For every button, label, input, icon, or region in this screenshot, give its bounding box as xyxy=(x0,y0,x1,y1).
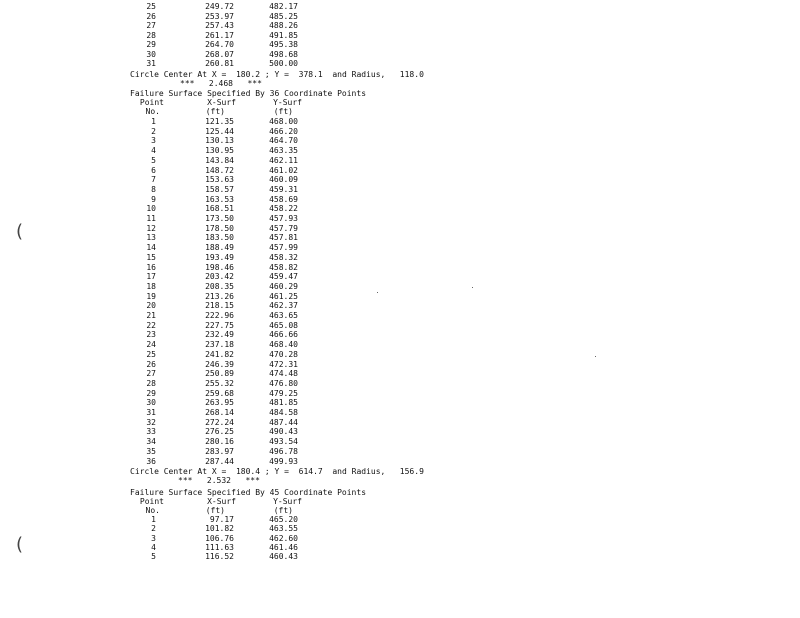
factor-of-safety-a: *** 2.468 *** xyxy=(180,79,262,88)
point-no-cell: 7 xyxy=(151,175,156,185)
x-surf-cell: 163.53 xyxy=(205,194,234,204)
y-surf-cell: 457.79 xyxy=(269,223,298,233)
table-row xyxy=(0,427,320,435)
y-surf-cell: 487.44 xyxy=(269,417,298,427)
y-surf-cell: 460.29 xyxy=(269,281,298,291)
table-units-b: No. (ft) (ft) xyxy=(145,107,293,116)
x-surf-cell: 260.81 xyxy=(205,59,234,68)
point-no-cell: 23 xyxy=(146,330,156,340)
y-surf-cell: 459.31 xyxy=(269,184,298,194)
table-row xyxy=(0,408,320,416)
y-surf-cell: 472.31 xyxy=(269,359,298,369)
y-surf-cell: 461.25 xyxy=(269,291,298,301)
y-surf-cell: 458.82 xyxy=(269,262,298,272)
y-surf-cell: 464.70 xyxy=(269,136,298,146)
point-no-cell: 26 xyxy=(146,11,156,21)
punch-hole-mark-lower: ( xyxy=(16,534,24,555)
y-surf-cell: 493.54 xyxy=(269,437,298,447)
x-surf-cell: 173.50 xyxy=(205,214,234,223)
point-no-cell: 31 xyxy=(146,408,156,417)
table-row xyxy=(0,31,320,39)
point-no-cell: 25 xyxy=(146,349,156,359)
x-surf-cell: 272.24 xyxy=(205,417,234,427)
point-no-cell: 3 xyxy=(151,533,156,543)
scan-speck xyxy=(595,356,596,357)
x-surf-cell: 237.18 xyxy=(205,340,234,350)
point-no-cell: 27 xyxy=(146,21,156,30)
table-row xyxy=(0,263,320,271)
y-surf-cell: 484.58 xyxy=(269,408,298,417)
point-no-cell: 19 xyxy=(146,291,156,301)
x-surf-cell: 263.95 xyxy=(205,398,234,408)
table-row xyxy=(0,437,320,445)
table-row xyxy=(0,379,320,387)
y-surf-cell: 500.00 xyxy=(269,59,298,68)
x-surf-cell: 255.32 xyxy=(205,378,234,388)
table-row xyxy=(0,253,320,261)
x-surf-cell: 227.75 xyxy=(205,320,234,330)
x-surf-cell: 264.70 xyxy=(205,40,234,49)
y-surf-cell: 462.60 xyxy=(269,533,298,543)
y-surf-cell: 490.43 xyxy=(269,427,298,437)
point-no-cell: 17 xyxy=(146,272,156,282)
table-row xyxy=(0,40,320,48)
table-units-c: No. (ft) (ft) xyxy=(145,506,293,515)
y-surf-cell: 460.09 xyxy=(269,175,298,185)
table-row xyxy=(0,146,320,154)
point-no-cell: 4 xyxy=(151,146,156,156)
table-row xyxy=(0,292,320,300)
y-surf-cell: 458.32 xyxy=(269,252,298,262)
table-row xyxy=(0,117,320,125)
scan-speck xyxy=(472,287,473,288)
y-surf-cell: 461.02 xyxy=(269,165,298,175)
point-no-cell: 9 xyxy=(151,194,156,204)
table-header-b: Point X-Surf Y-Surf xyxy=(139,98,302,107)
x-surf-cell: 153.63 xyxy=(205,175,234,185)
x-surf-cell: 106.76 xyxy=(205,533,234,543)
y-surf-cell: 465.08 xyxy=(269,320,298,330)
y-surf-cell: 485.25 xyxy=(269,11,298,21)
point-no-cell: 31 xyxy=(146,59,156,68)
point-no-cell: 27 xyxy=(146,369,156,379)
x-surf-cell: 208.35 xyxy=(205,281,234,291)
table-row xyxy=(0,214,320,222)
point-no-cell: 4 xyxy=(151,542,156,552)
y-surf-cell: 470.28 xyxy=(269,349,298,359)
point-no-cell: 28 xyxy=(146,30,156,40)
table-row xyxy=(0,552,320,560)
table-row xyxy=(0,389,320,397)
x-surf-cell: 253.97 xyxy=(205,11,234,21)
point-no-cell: 18 xyxy=(146,281,156,291)
point-no-cell: 32 xyxy=(146,417,156,427)
table-row xyxy=(0,2,320,10)
point-no-cell: 36 xyxy=(146,456,156,466)
table-row xyxy=(0,50,320,58)
section-title-c: Failure Surface Specified By 45 Coordinate Points xyxy=(130,488,367,497)
factor-of-safety-b: *** 2.532 *** xyxy=(178,476,260,485)
y-surf-cell: 458.69 xyxy=(269,194,298,204)
y-surf-cell: 466.20 xyxy=(269,126,298,136)
table-row xyxy=(0,457,320,465)
y-surf-cell: 496.78 xyxy=(269,446,298,456)
point-no-cell: 24 xyxy=(146,340,156,350)
x-surf-cell: 130.95 xyxy=(205,146,234,156)
y-surf-cell: 474.48 xyxy=(269,369,298,379)
y-surf-cell: 461.46 xyxy=(269,542,298,552)
x-surf-cell: 268.07 xyxy=(205,49,234,59)
x-surf-cell: 250.89 xyxy=(205,369,234,379)
table-row xyxy=(0,330,320,338)
table-header-c: Point X-Surf Y-Surf xyxy=(139,497,302,506)
x-surf-cell: 111.63 xyxy=(205,542,234,552)
x-surf-cell: 188.49 xyxy=(205,243,234,253)
point-no-cell: 22 xyxy=(146,320,156,330)
y-surf-cell: 463.35 xyxy=(269,146,298,156)
table-row xyxy=(0,127,320,135)
y-surf-cell: 459.47 xyxy=(269,272,298,282)
y-surf-cell: 463.55 xyxy=(269,524,298,534)
table-row xyxy=(0,204,320,212)
punch-hole-mark-upper: ( xyxy=(16,221,24,242)
x-surf-cell: 280.16 xyxy=(205,437,234,447)
point-no-cell: 29 xyxy=(146,40,156,49)
y-surf-cell: 498.68 xyxy=(269,49,298,59)
x-surf-cell: 158.57 xyxy=(205,184,234,194)
x-surf-cell: 97.17 xyxy=(209,515,234,524)
point-no-cell: 30 xyxy=(146,398,156,408)
table-row xyxy=(0,524,320,532)
y-surf-cell: 476.80 xyxy=(269,378,298,388)
point-no-cell: 11 xyxy=(146,214,156,223)
point-no-cell: 21 xyxy=(146,311,156,320)
point-no-cell: 34 xyxy=(146,437,156,447)
table-row xyxy=(0,272,320,280)
x-surf-cell: 116.52 xyxy=(205,552,234,562)
point-no-cell: 35 xyxy=(146,446,156,456)
x-surf-cell: 125.44 xyxy=(205,126,234,136)
table-row xyxy=(0,398,320,406)
point-no-cell: 5 xyxy=(151,552,156,562)
table-row xyxy=(0,12,320,20)
table-row xyxy=(0,418,320,426)
scan-speck xyxy=(377,292,378,293)
table-row xyxy=(0,321,320,329)
point-no-cell: 25 xyxy=(146,2,156,11)
point-no-cell: 1 xyxy=(151,117,156,126)
y-surf-cell: 468.00 xyxy=(269,117,298,126)
x-surf-cell: 121.35 xyxy=(205,117,234,126)
circle-center-line-b: Circle Center At X = 180.4 ; Y = 614.7 and Radius, 156.9 xyxy=(130,467,424,476)
x-surf-cell: 183.50 xyxy=(205,233,234,243)
point-no-cell: 33 xyxy=(146,427,156,437)
circle-center-line-a: Circle Center At X = 180.2 ; Y = 378.1 and Radius, 118.0 xyxy=(130,70,424,79)
table-row xyxy=(0,311,320,319)
y-surf-cell: 468.40 xyxy=(269,340,298,350)
y-surf-cell: 495.38 xyxy=(269,40,298,49)
table-row xyxy=(0,156,320,164)
table-row xyxy=(0,195,320,203)
section-title-b: Failure Surface Specified By 36 Coordinate Points xyxy=(130,89,367,98)
x-surf-cell: 193.49 xyxy=(205,252,234,262)
point-no-cell: 2 xyxy=(151,524,156,534)
x-surf-cell: 178.50 xyxy=(205,223,234,233)
point-no-cell: 29 xyxy=(146,388,156,398)
table-row xyxy=(0,515,320,523)
table-row xyxy=(0,350,320,358)
x-surf-cell: 241.82 xyxy=(205,349,234,359)
y-surf-cell: 462.11 xyxy=(269,155,298,165)
x-surf-cell: 268.14 xyxy=(205,408,234,417)
x-surf-cell: 222.96 xyxy=(205,311,234,320)
table-row xyxy=(0,243,320,251)
point-no-cell: 13 xyxy=(146,233,156,243)
point-no-cell: 12 xyxy=(146,223,156,233)
point-no-cell: 30 xyxy=(146,49,156,59)
x-surf-cell: 130.13 xyxy=(205,136,234,146)
x-surf-cell: 283.97 xyxy=(205,446,234,456)
point-no-cell: 10 xyxy=(146,204,156,214)
x-surf-cell: 287.44 xyxy=(205,456,234,466)
x-surf-cell: 246.39 xyxy=(205,359,234,369)
table-row xyxy=(0,185,320,193)
point-no-cell: 15 xyxy=(146,252,156,262)
x-surf-cell: 276.25 xyxy=(205,427,234,437)
x-surf-cell: 168.51 xyxy=(205,204,234,214)
y-surf-cell: 491.85 xyxy=(269,30,298,40)
table-row xyxy=(0,233,320,241)
y-surf-cell: 463.65 xyxy=(269,311,298,320)
table-row xyxy=(0,340,320,348)
point-no-cell: 6 xyxy=(151,165,156,175)
y-surf-cell: 482.17 xyxy=(269,2,298,11)
point-no-cell: 1 xyxy=(151,515,156,524)
y-surf-cell: 458.22 xyxy=(269,204,298,214)
x-surf-cell: 198.46 xyxy=(205,262,234,272)
point-no-cell: 26 xyxy=(146,359,156,369)
y-surf-cell: 481.85 xyxy=(269,398,298,408)
y-surf-cell: 457.99 xyxy=(269,243,298,253)
y-surf-cell: 457.81 xyxy=(269,233,298,243)
y-surf-cell: 457.93 xyxy=(269,214,298,223)
point-no-cell: 3 xyxy=(151,136,156,146)
y-surf-cell: 462.37 xyxy=(269,301,298,311)
table-row xyxy=(0,301,320,309)
x-surf-cell: 249.72 xyxy=(205,2,234,11)
y-surf-cell: 465.20 xyxy=(269,515,298,524)
table-row xyxy=(0,543,320,551)
x-surf-cell: 261.17 xyxy=(205,30,234,40)
table-row xyxy=(0,175,320,183)
point-no-cell: 8 xyxy=(151,184,156,194)
point-no-cell: 2 xyxy=(151,126,156,136)
x-surf-cell: 213.26 xyxy=(205,291,234,301)
x-surf-cell: 203.42 xyxy=(205,272,234,282)
y-surf-cell: 479.25 xyxy=(269,388,298,398)
table-row xyxy=(0,360,320,368)
table-row xyxy=(0,282,320,290)
x-surf-cell: 259.68 xyxy=(205,388,234,398)
table-row xyxy=(0,59,320,67)
point-no-cell: 28 xyxy=(146,378,156,388)
x-surf-cell: 143.84 xyxy=(205,155,234,165)
point-no-cell: 16 xyxy=(146,262,156,272)
table-row xyxy=(0,21,320,29)
x-surf-cell: 232.49 xyxy=(205,330,234,340)
x-surf-cell: 101.82 xyxy=(205,524,234,534)
y-surf-cell: 488.26 xyxy=(269,21,298,30)
table-row xyxy=(0,166,320,174)
x-surf-cell: 148.72 xyxy=(205,165,234,175)
table-row xyxy=(0,369,320,377)
y-surf-cell: 499.93 xyxy=(269,456,298,466)
point-no-cell: 20 xyxy=(146,301,156,311)
point-no-cell: 5 xyxy=(151,155,156,165)
table-row xyxy=(0,224,320,232)
x-surf-cell: 257.43 xyxy=(205,21,234,30)
point-no-cell: 14 xyxy=(146,243,156,253)
y-surf-cell: 466.66 xyxy=(269,330,298,340)
table-row xyxy=(0,534,320,542)
table-row xyxy=(0,136,320,144)
x-surf-cell: 218.15 xyxy=(205,301,234,311)
y-surf-cell: 460.43 xyxy=(269,552,298,562)
table-row xyxy=(0,447,320,455)
